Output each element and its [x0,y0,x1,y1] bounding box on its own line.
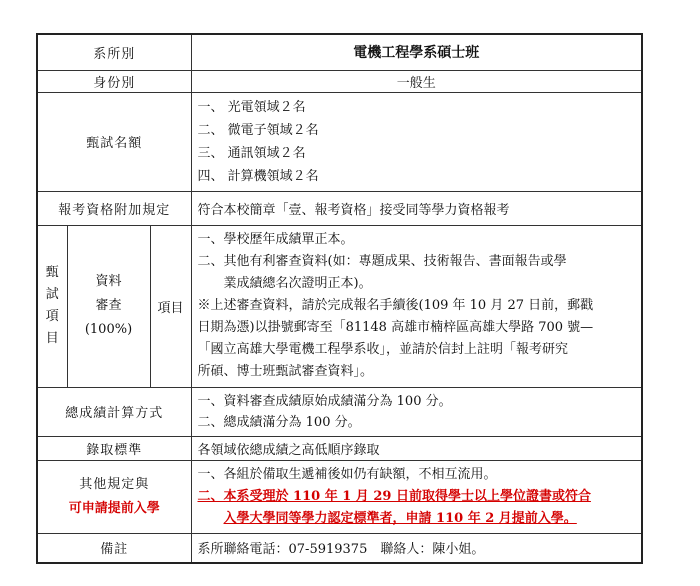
admission-info-table [36,33,643,564]
remarks-label: 備註 [37,533,191,563]
exam-items-text: 一、學校歷年成績單正本。 二、其他有利審查資料(如：專題成果、技術報告、書面報告或學 業成績總名次證明正本)。 ※上述審查資料，請於完成報名手續後(109 年 10 月 27 日前，郵戳 日期為憑)以掛號郵寄至「81148 高雄市楠梓區高雄大學路 700 號— 「國立高雄大學電機工程學系收」，並請於信封上註明「報考研究 所碩、博士班甄試審查資料」。 [191,225,642,387]
row-admission [37,436,642,460]
quota-list [191,92,642,191]
row-eligibility [37,191,642,225]
eligibility-label: 報考資格附加規定 [37,191,191,225]
department-value: 電機工程學系碩士班 [191,34,642,70]
row-exam-items [37,225,642,387]
row-remarks [37,533,642,563]
other-text: 一、各組於備取生遞補後如仍有缺額，不相互流用。 二、本系受理於 110 年 1 月 29 日前取得學士以上學位證書或符合 入學大學同等學力認定標準者，申請 110 年 2 月提前入學。 [191,460,642,533]
row-department [37,34,642,70]
eligibility-value: 符合本校簡章「壹、報考資格」接受同等學力資格報考 [191,191,642,225]
quota-item: 二、 微電子領域２名 [197,122,319,138]
identity-value: 一般生 [191,70,642,92]
admission-label: 錄取標準 [37,436,191,460]
row-identity [37,70,642,92]
score-calc-label: 總成績計算方式 [37,387,191,436]
early-admission-line: 二、本系受理於 110 年 1 月 29 日前取得學士以上學位證書或符合 [197,488,591,504]
remarks-value: 系所聯絡電話：07-5919375 聯絡人：陳小姐。 [191,533,642,563]
department-label: 系所別 [37,34,191,70]
review-label: 資料 審查 (100%) [67,225,150,387]
early-admission-line: 入學大學同等學力認定標準者，申請 110 年 2 月提前入學。 [223,510,577,526]
quota-item: 四、 計算機領域２名 [197,168,319,184]
other-label: 其他規定與 可申請提前入學 [37,460,191,533]
item-label: 項目 [150,225,191,387]
quota-item: 一、 光電領域２名 [197,99,306,115]
identity-label: 身份別 [37,70,191,92]
quota-item: 三、 通訊領域２名 [197,145,306,161]
admission-value: 各領域依總成績之高低順序錄取 [191,436,642,460]
row-score-calc [37,387,642,436]
early-admission-label: 可申請提前入學 [68,500,160,516]
row-quota [37,92,642,191]
score-calc-text: 一、資料審查成績原始成績滿分為 100 分。 二、總成績滿分為 100 分。 [191,387,642,436]
row-other [37,460,642,533]
exam-items-label: 甄 試 項 目 [37,225,67,387]
quota-label: 甄試名額 [37,92,191,191]
